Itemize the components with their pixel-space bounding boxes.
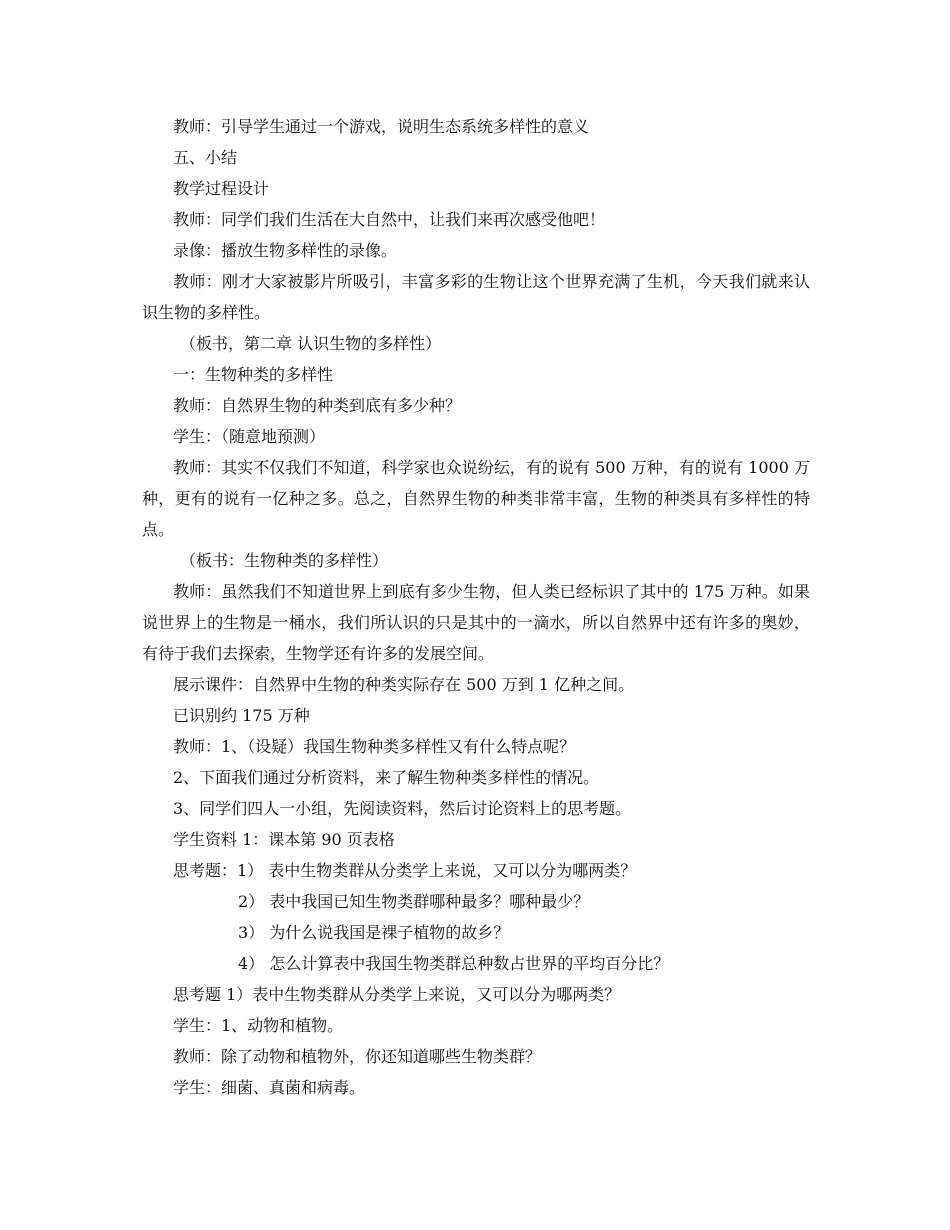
section-heading: 一：生物种类的多样性 bbox=[173, 365, 334, 384]
paragraph: 种，更有的说有一亿种之多。总之，自然界生物的种类非常丰富，生物的种类具有多样性的特 bbox=[142, 489, 810, 508]
paragraph: 教师：虽然我们不知道世界上到底有多少生物，但人类已经标识了其中的 175 万种。如果 bbox=[173, 582, 810, 601]
question-item: 思考题：1） 表中生物类群从分类学上来说，又可以分为哪两类？ bbox=[173, 861, 637, 880]
paragraph: 学生：1、动物和植物。 bbox=[173, 1016, 344, 1035]
board-note: （板书，第二章 认识生物的多样性） bbox=[180, 334, 442, 353]
board-note: （板书：生物种类的多样性） bbox=[180, 551, 389, 570]
paragraph: 已识别约 175 万种 bbox=[173, 706, 310, 725]
paragraph: 点。 bbox=[142, 520, 175, 539]
paragraph: 学生资料 1：课本第 90 页表格 bbox=[173, 830, 395, 849]
document-body bbox=[142, 111, 810, 1103]
paragraph: 教师：自然界生物的种类到底有多少种？ bbox=[173, 396, 462, 415]
paragraph: 教师：刚才大家被影片所吸引，丰富多彩的生物让这个世界充满了生机，今天我们就来认 bbox=[173, 272, 810, 291]
paragraph: 2、下面我们通过分析资料，来了解生物种类多样性的情况。 bbox=[173, 768, 600, 787]
paragraph: 教师：同学们我们生活在大自然中，让我们来再次感受他吧！ bbox=[173, 210, 606, 229]
question-item: 2） 表中我国已知生物类群哪种最多？哪种最少？ bbox=[238, 892, 590, 911]
question-item: 4） 怎么计算表中我国生物类群总种数占世界的平均百分比？ bbox=[238, 954, 670, 973]
paragraph: 教师：1、（设疑）我国生物种类多样性又有什么特点呢？ bbox=[173, 737, 576, 756]
paragraph: 展示课件：自然界中生物的种类实际存在 500 万到 1 亿种之间。 bbox=[173, 675, 635, 694]
paragraph: 学生：（随意地预测） bbox=[173, 427, 326, 446]
section-heading: 教学过程设计 bbox=[173, 179, 270, 198]
paragraph: 学生：细菌、真菌和病毒。 bbox=[173, 1078, 366, 1097]
paragraph: 说世界上的生物是一桶水，我们所认识的只是其中的一滴水，所以自然界中还有许多的奥妙， bbox=[142, 613, 810, 632]
paragraph: 录像：播放生物多样性的录像。 bbox=[173, 241, 398, 260]
question-item: 3） 为什么说我国是裸子植物的故乡？ bbox=[238, 923, 510, 942]
paragraph: 有待于我们去探索，生物学还有许多的发展空间。 bbox=[142, 644, 495, 663]
paragraph: 思考题 1）表中生物类群从分类学上来说，又可以分为哪两类？ bbox=[173, 985, 621, 1004]
paragraph: 3、同学们四人一小组，先阅读资料，然后讨论资料上的思考题。 bbox=[173, 799, 632, 818]
section-heading: 五、小结 bbox=[173, 148, 238, 167]
paragraph: 教师：其实不仅我们不知道，科学家也众说纷纭，有的说有 500 万种，有的说有 1000 万 bbox=[173, 458, 810, 477]
paragraph: 教师：引导学生通过一个游戏，说明生态系统多样性的意义 bbox=[173, 117, 590, 136]
paragraph: 教师：除了动物和植物外，你还知道哪些生物类群？ bbox=[173, 1047, 542, 1066]
paragraph: 识生物的多样性。 bbox=[142, 303, 271, 322]
